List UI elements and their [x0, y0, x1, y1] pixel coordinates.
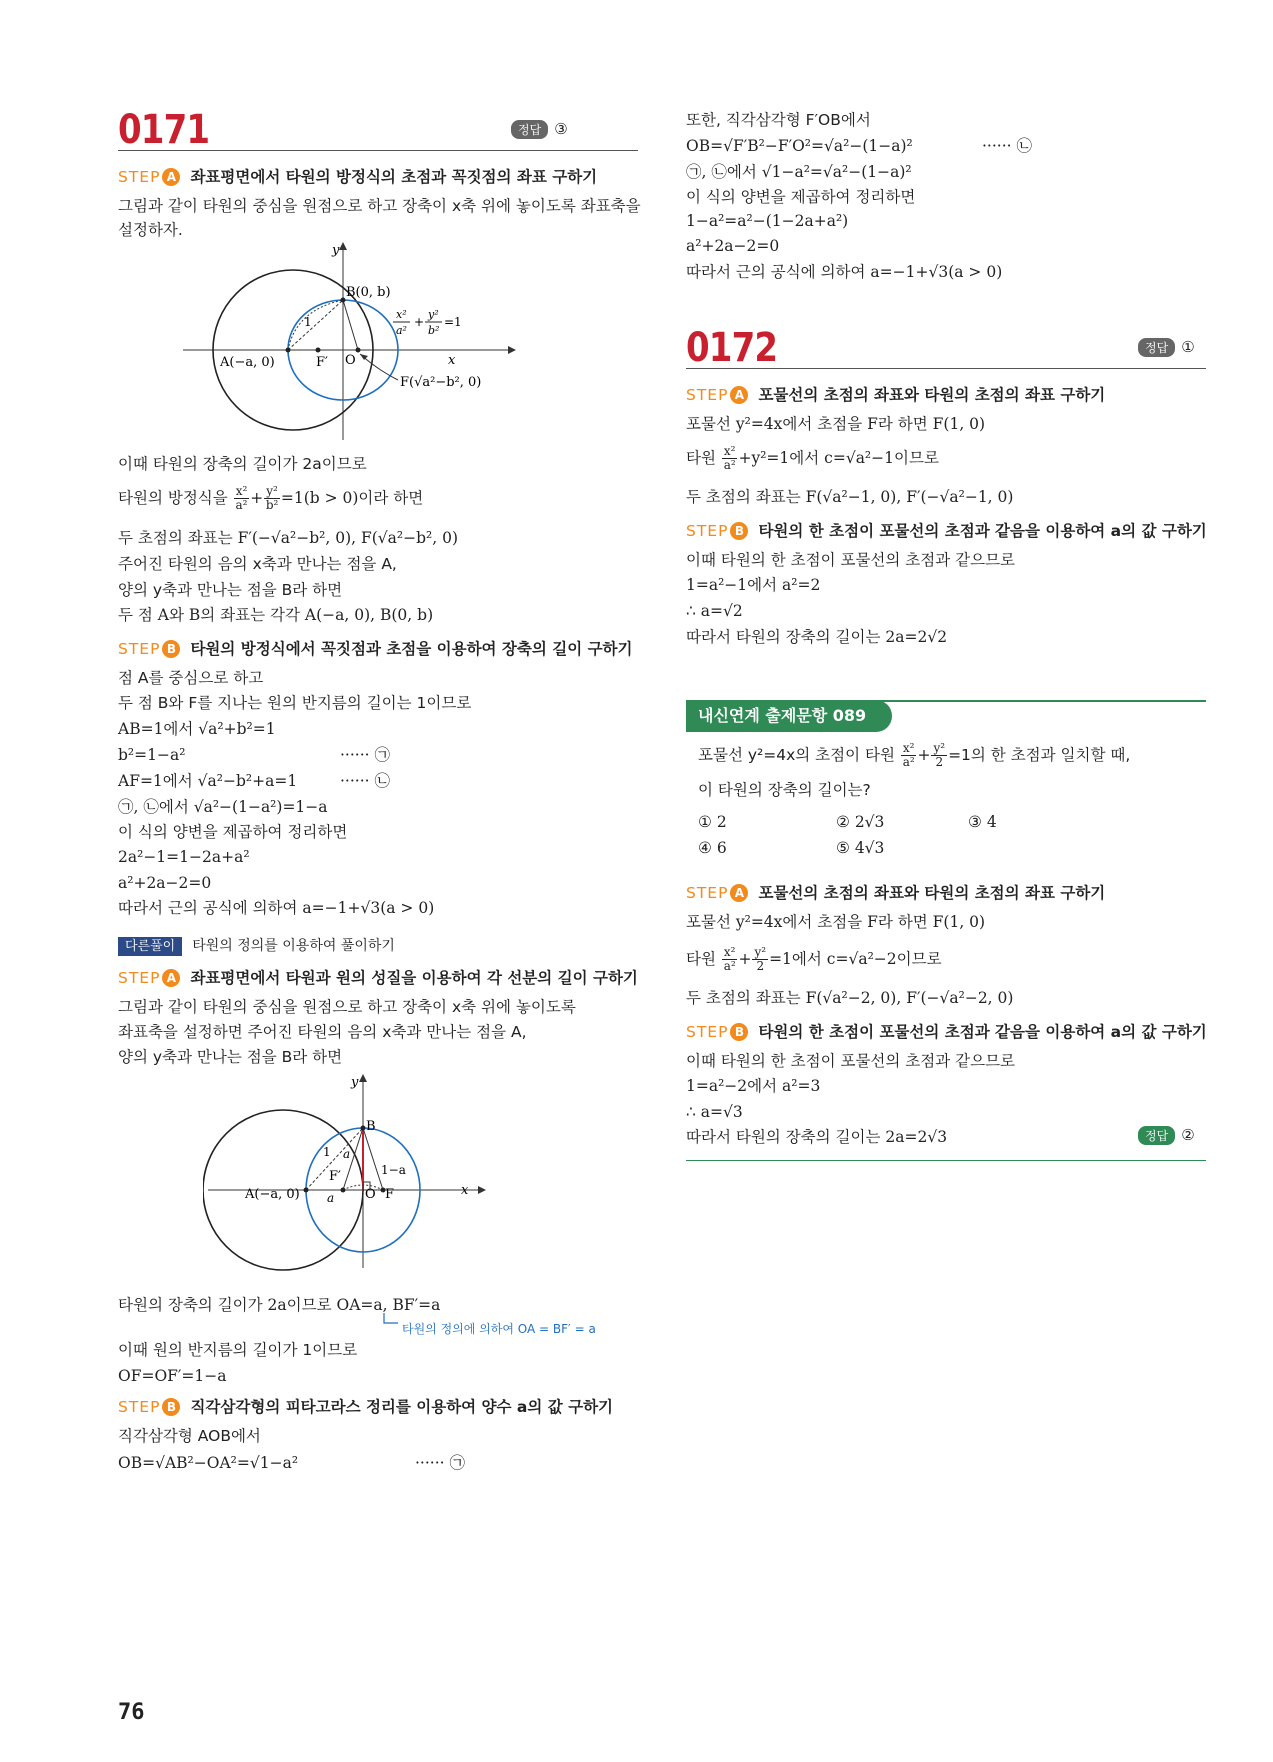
axis-label-y: y	[351, 1075, 359, 1090]
text-line: a²+2a−2=0	[118, 874, 212, 892]
text-line: 따라서 타원의 장축의 길이는 2a=2√2	[686, 628, 948, 646]
step-title: 좌표평면에서 타원의 방정식의 초점과 꼭짓점의 좌표 구하기	[190, 168, 598, 186]
text-line: AB=1에서 √a²+b²=1	[118, 720, 276, 738]
step-word: STEP	[118, 168, 161, 186]
step-b2-heading	[118, 1396, 613, 1418]
choice-4[interactable]: ④ 6	[698, 839, 727, 857]
text-line: 두 점 B와 F를 지나는 원의 반지름의 길이는 1이므로	[118, 694, 472, 712]
ellipse-line	[686, 942, 942, 976]
ellipse-equation-line	[118, 482, 423, 514]
problem-number-0171: 0171	[118, 107, 210, 153]
text-line: 따라서 근의 공식에 의하여 a=−1+√3(a > 0)	[118, 899, 435, 917]
text-line: 설정하자.	[118, 221, 183, 239]
plus: +	[738, 950, 752, 968]
label-O: O	[345, 353, 356, 368]
step-letter: B	[162, 1398, 180, 1416]
step-title: 포물선의 초점의 좌표와 타원의 초점의 좌표 구하기	[758, 386, 1106, 404]
eq-marker: ······ ㉠	[415, 1454, 465, 1472]
text-line: OB=√AB²−OA²=√1−a²	[118, 1454, 299, 1472]
text-line: 점 A를 중심으로 하고	[118, 669, 264, 687]
plus: +	[250, 489, 264, 507]
step-a2-heading	[118, 967, 638, 989]
text: =1(b > 0)이라 하면	[280, 489, 424, 507]
eq-num-y: y²	[428, 308, 439, 321]
axis-label-x: x	[461, 1183, 469, 1198]
text-line: 이때 타원의 한 초점이 포물선의 초점과 같으므로	[686, 1052, 1016, 1070]
fraction	[722, 445, 738, 472]
label-F: F	[385, 1187, 395, 1202]
page-number: 76	[118, 1700, 145, 1725]
label-Fprime: F′	[329, 1169, 341, 1184]
answer-value: ③	[554, 120, 568, 138]
text-line: 이때 타원의 장축의 길이가 2a이므로	[118, 455, 367, 473]
text-line: ㉠, ㉡에서 √a²−(1−a²)=1−a	[118, 798, 328, 816]
step-letter: A	[162, 168, 180, 186]
step-word: STEP	[118, 969, 161, 987]
label-Fprime: F′	[316, 355, 328, 370]
text: +y²=1에서 c=√a²−1이므로	[738, 449, 939, 467]
label-B: B(0, b)	[346, 285, 391, 300]
den: a²	[235, 498, 248, 512]
answer-0172	[1138, 338, 1195, 357]
step-b-heading	[118, 638, 633, 660]
step-a-heading	[686, 882, 1105, 904]
text-line: 포물선 y²=4x에서 초점을 F라 하면 F(1, 0)	[686, 415, 986, 433]
text-line: 양의 y축과 만나는 점을 B라 하면	[118, 581, 343, 599]
text-line: a²+2a−2=0	[686, 237, 780, 255]
text-line: 1=a²−1에서 a²=2	[686, 576, 821, 594]
step-letter: A	[730, 884, 748, 902]
step-a-heading	[686, 384, 1105, 406]
alt-tag: 다른풀이	[118, 937, 182, 956]
choice-3[interactable]: ③ 4	[968, 813, 997, 831]
answer-value: ②	[1181, 1126, 1195, 1144]
text-line: ㉠, ㉡에서 √1−a²=√a²−(1−a)²	[686, 163, 912, 181]
text: 타원의 방정식을	[118, 489, 228, 507]
num: x²	[723, 945, 736, 959]
step-title: 타원의 한 초점이 포물선의 초점과 같음을 이용하여 a의 값 구하기	[758, 1023, 1207, 1041]
num: y²	[754, 945, 767, 959]
eq-marker: ······ ㉠	[340, 746, 390, 764]
text-line: 타원의 장축의 길이가 2a이므로 OA=a, BF′=a	[118, 1296, 441, 1314]
step-letter: B	[730, 522, 748, 540]
question-line: 이 타원의 장축의 길이는?	[698, 781, 871, 799]
text: 포물선 y²=4x의 초점이 타원	[698, 746, 895, 764]
text-line: ∴ a=√3	[686, 1103, 743, 1121]
linked-problem-header	[686, 700, 1206, 732]
step-letter: B	[162, 640, 180, 658]
fraction	[931, 742, 947, 769]
num: y²	[266, 484, 278, 498]
step-title: 타원의 방정식에서 꼭짓점과 초점을 이용하여 장축의 길이 구하기	[190, 640, 633, 658]
text-line: 1−a²=a²−(1−2a+a²)	[686, 212, 849, 230]
label-B: B	[366, 1119, 376, 1134]
alt-text: 타원의 정의를 이용하여 풀이하기	[192, 938, 395, 954]
text-line: 또한, 직각삼각형 F′OB에서	[686, 111, 871, 129]
axis-label-x: x	[448, 353, 456, 368]
step-word: STEP	[686, 386, 729, 404]
eq-marker: ······ ㉡	[982, 137, 1032, 155]
plus: +	[917, 746, 931, 764]
ellipse-circle-figure-1	[178, 240, 518, 450]
step-title: 포물선의 초점의 좌표와 타원의 초점의 좌표 구하기	[758, 884, 1106, 902]
text-line: 그림과 같이 타원의 중심을 원점으로 하고 장축이 x축 위에 놓이도록	[118, 998, 576, 1016]
label-one-minus-a: 1−a	[381, 1163, 406, 1177]
step-word: STEP	[118, 1398, 161, 1416]
question-line	[698, 738, 1130, 772]
text: 타원	[686, 950, 716, 968]
text-line: 좌표축을 설정하면 주어진 타원의 음의 x축과 만나는 점을 A,	[118, 1023, 527, 1041]
step-letter: B	[730, 1023, 748, 1041]
step-title: 좌표평면에서 타원과 원의 성질을 이용하여 각 선분의 길이 구하기	[190, 969, 638, 987]
divider	[118, 150, 638, 151]
den: 2	[756, 959, 765, 973]
den: b²	[265, 498, 279, 512]
step-word: STEP	[686, 884, 729, 902]
step-word: STEP	[686, 1023, 729, 1041]
answer-089	[1138, 1126, 1195, 1145]
fraction	[901, 742, 917, 769]
fraction	[722, 946, 738, 973]
text-line: 이때 원의 반지름의 길이가 1이므로	[118, 1341, 358, 1359]
label-O: O	[365, 1187, 376, 1202]
eq-den-x: a²	[396, 324, 407, 337]
label-one: 1	[304, 315, 312, 329]
text-line: OB=√F′B²−F′O²=√a²−(1−a)²	[686, 137, 913, 155]
text-line: 1=a²−2에서 a²=3	[686, 1077, 821, 1095]
den: 2	[935, 755, 944, 769]
step-word: STEP	[118, 640, 161, 658]
answer-badge: 정답	[1138, 338, 1175, 357]
step-b-heading	[686, 1021, 1207, 1043]
answer-0171	[511, 120, 568, 139]
step-title: 타원의 한 초점이 포물선의 초점과 같음을 이용하여 a의 값 구하기	[758, 522, 1207, 540]
definition-note: 타원의 정의에 의하여 OA = BF′ = a	[402, 1322, 596, 1336]
text-line: 두 점 A와 B의 좌표는 각각 A(−a, 0), B(0, b)	[118, 606, 434, 624]
label-A: A(−a, 0)	[220, 355, 275, 370]
text-line: 이때 타원의 한 초점이 포물선의 초점과 같으므로	[686, 551, 1016, 569]
step-letter: A	[162, 969, 180, 987]
step-letter: A	[730, 386, 748, 404]
text: =1의 한 초점과 일치할 때,	[948, 746, 1131, 764]
choice-2[interactable]: ② 2√3	[836, 813, 885, 831]
text-line: 주어진 타원의 음의 x축과 만나는 점을 A,	[118, 555, 397, 573]
eq-num-x: x²	[396, 308, 407, 321]
text: =1에서 c=√a²−2이므로	[769, 950, 942, 968]
linked-problem-label: 내신연계 출제문항 089	[686, 700, 892, 732]
text-line: 포물선 y²=4x에서 초점을 F라 하면 F(1, 0)	[686, 913, 986, 931]
ellipse-line	[686, 442, 939, 474]
den: a²	[902, 755, 915, 769]
label-one: 1	[323, 1145, 331, 1159]
label-a: a	[343, 1147, 351, 1161]
step-a-heading	[118, 166, 597, 188]
problem-number-0172: 0172	[686, 325, 778, 371]
note-arrow	[380, 1313, 400, 1329]
fraction	[234, 485, 250, 512]
text-line: 두 초점의 좌표는 F(√a²−1, 0), F′(−√a²−1, 0)	[686, 488, 1014, 506]
text-line: 따라서 근의 공식에 의하여 a=−1+√3(a > 0)	[686, 263, 1003, 281]
text-line: 직각삼각형 AOB에서	[118, 1427, 261, 1445]
num: x²	[235, 484, 248, 498]
text-line: OF=OF′=1−a	[118, 1367, 227, 1385]
alternative-solution-label	[118, 935, 395, 955]
label-F: F(√a²−b², 0)	[400, 375, 482, 390]
step-word: STEP	[686, 522, 729, 540]
answer-badge: 정답	[1138, 1126, 1175, 1145]
den: a²	[723, 458, 736, 472]
text-line: ∴ a=√2	[686, 602, 743, 620]
text-line: 2a²−1=1−2a+a²	[118, 848, 250, 866]
eq-den-y: b²	[428, 324, 440, 337]
axis-label-y: y	[332, 243, 340, 258]
text-line: b²=1−a²	[118, 746, 186, 764]
text-line: 두 초점의 좌표는 F(√a²−2, 0), F′(−√a²−2, 0)	[686, 989, 1014, 1007]
label-A: A(−a, 0)	[245, 1187, 300, 1202]
choice-1[interactable]: ① 2	[698, 813, 727, 831]
answer-value: ①	[1181, 338, 1195, 356]
svg-text:+: +	[414, 315, 425, 329]
text: 타원	[686, 449, 716, 467]
divider	[686, 1160, 1206, 1161]
text-line: 두 초점의 좌표는 F′(−√a²−b², 0), F(√a²−b², 0)	[118, 529, 458, 547]
text-line: 따라서 타원의 장축의 길이는 2a=2√3	[686, 1128, 948, 1146]
step-title: 직각삼각형의 피타고라스 정리를 이용하여 양수 a의 값 구하기	[190, 1398, 614, 1416]
num: x²	[902, 741, 915, 755]
divider	[686, 368, 1206, 369]
text-line: 그림과 같이 타원의 중심을 원점으로 하고 장축이 x축 위에 놓이도록 좌표축을	[118, 197, 641, 215]
eq-rhs: =1	[444, 315, 462, 329]
label-a: a	[327, 1191, 335, 1205]
text-line: AF=1에서 √a²−b²+a=1	[118, 772, 298, 790]
text-line: 양의 y축과 만나는 점을 B라 하면	[118, 1048, 343, 1066]
step-b-heading	[686, 520, 1207, 542]
ellipse-circle-figure-2	[203, 1068, 503, 1278]
fraction	[752, 946, 768, 973]
num: x²	[723, 444, 736, 458]
eq-marker: ······ ㉡	[340, 772, 390, 790]
text-line: 이 식의 양변을 제곱하여 정리하면	[686, 188, 916, 206]
fraction	[264, 485, 280, 512]
num: y²	[933, 741, 946, 755]
den: a²	[723, 959, 736, 973]
choice-5[interactable]: ⑤ 4√3	[836, 839, 885, 857]
answer-badge: 정답	[511, 120, 548, 139]
text-line: 이 식의 양변을 제곱하여 정리하면	[118, 823, 348, 841]
